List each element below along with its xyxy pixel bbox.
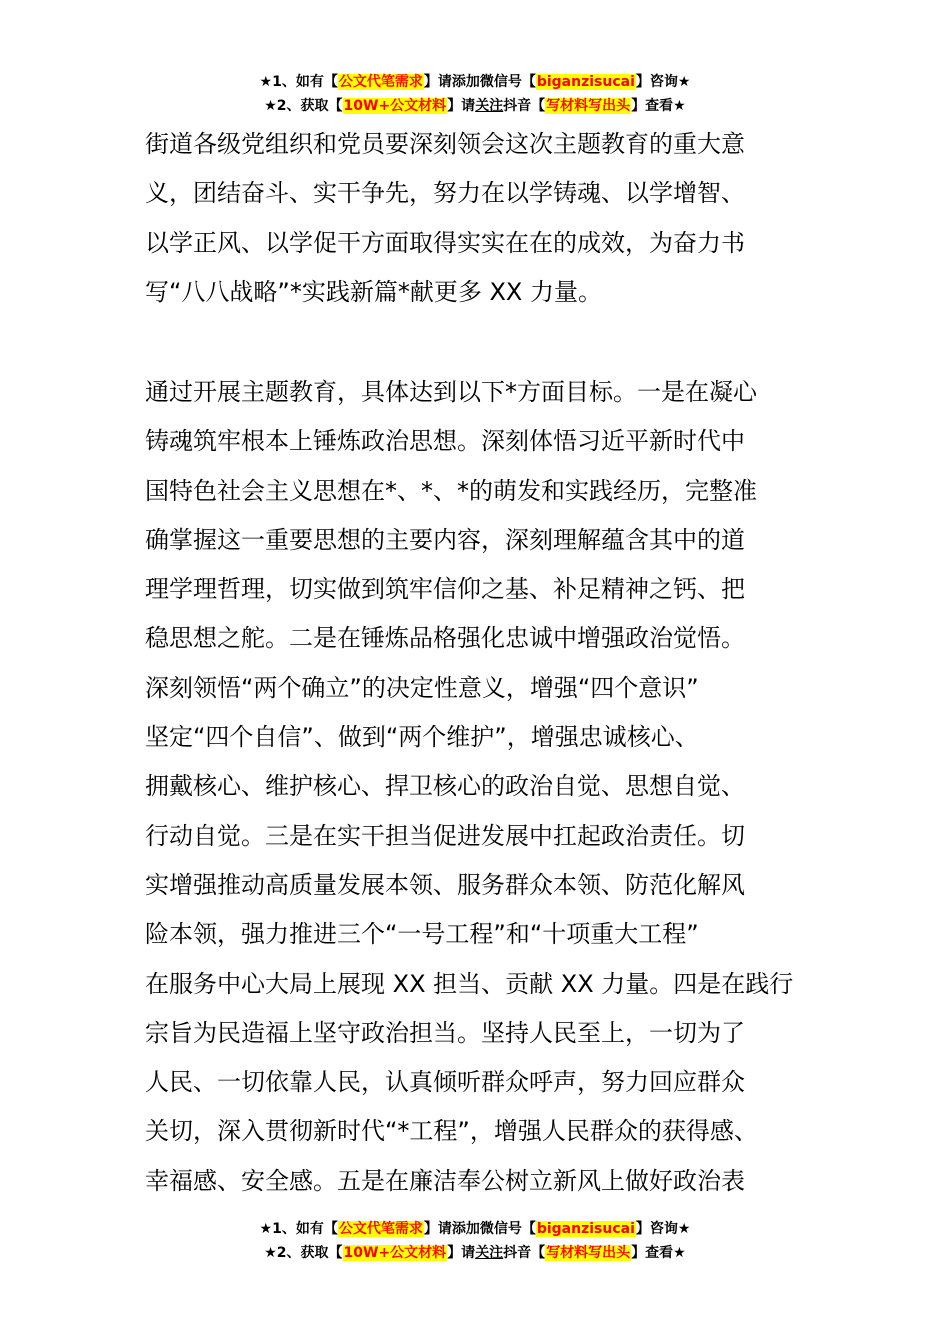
banner-text: 抖音【 — [503, 98, 546, 114]
banner-text: 】请 — [447, 98, 476, 114]
highlight-douyin-account: 写材料写出头 — [546, 1245, 631, 1261]
paragraph-line: 宗旨为民造福上坚守政治担当。坚持人民至上，一切为了 — [145, 1018, 745, 1047]
paragraph-line: 确掌握这一重要思想的主要内容，深刻理解蕴含其中的道 — [145, 525, 745, 554]
paragraph-line: 义，团结奋斗、实干争先，努力在以学铸魂、以学增智、 — [145, 179, 745, 208]
paragraph-line: 人民、一切依靠人民，认真倾听群众呼声，努力回应群众 — [145, 1068, 745, 1097]
banner-text: 】请 — [447, 1245, 476, 1261]
paragraph-line: 理学理哲理，切实做到筑牢信仰之基、补足精神之钙、把 — [145, 575, 745, 604]
banner-text: ★1、如有【 — [259, 1221, 338, 1237]
paragraph-line: 在服务中心大局上展现 XX 担当、贡献 XX 力量。四是在践行 — [145, 969, 794, 998]
banner-text: ★2、获取【 — [264, 1245, 343, 1261]
highlight-service: 公文代笔需求 — [338, 74, 423, 90]
banner-line-2 — [0, 1241, 950, 1265]
highlight-wechat-id: biganzisucai — [536, 74, 635, 90]
paragraph-1 — [145, 120, 815, 317]
header-banner — [0, 70, 950, 118]
paragraph-2 — [145, 368, 815, 1206]
banner-text: 】咨询★ — [635, 1221, 691, 1237]
paragraph-line: 稳思想之舵。二是在锤炼品格强化忠诚中增强政治觉悟。 — [145, 624, 745, 653]
paragraph-line: 国特色社会主义思想在*、*、*的萌发和实践经历，完整准 — [145, 476, 757, 505]
underlined-follow: 关注 — [475, 98, 504, 114]
banner-text: 】咨询★ — [635, 74, 691, 90]
paragraph-line: 以学正风、以学促干方面取得实实在在的成效，为奋力书 — [145, 228, 745, 257]
banner-text: 】查看★ — [631, 98, 686, 114]
paragraph-line: 深刻领悟“两个确立”的决定性意义，增强“四个意识” — [145, 673, 699, 702]
highlight-materials: 10W+公文材料 — [343, 98, 447, 114]
banner-text: ★1、如有【 — [259, 74, 338, 90]
paragraph-line: 街道各级党组织和党员要深刻领会这次主题教育的重大意 — [145, 130, 745, 158]
paragraph-line: 实增强推动高质量发展本领、服务群众本领、防范化解风 — [145, 870, 745, 899]
footer-banner — [0, 1217, 950, 1265]
underlined-follow: 关注 — [475, 1245, 504, 1261]
paragraph-line: 铸魂筑牢根本上锤炼政治思想。深刻体悟习近平新时代中 — [145, 427, 745, 456]
paragraph-line: 关切，深入贯彻新时代“*工程”，增强人民群众的获得感、 — [145, 1117, 758, 1146]
paragraph-line: 行动自觉。三是在实干担当促进发展中扛起政治责任。切 — [145, 821, 745, 850]
highlight-service: 公文代笔需求 — [338, 1221, 423, 1237]
banner-text: ★2、获取【 — [264, 98, 343, 114]
paragraph-line: 拥戴核心、维护核心、捍卫核心的政治自觉、思想自觉、 — [145, 772, 745, 801]
banner-text: 】请添加微信号【 — [423, 74, 536, 90]
banner-line-1 — [0, 70, 950, 94]
paragraph-line: 坚定“四个自信”、做到“两个维护”，增强忠诚核心、 — [145, 723, 699, 752]
banner-text: 抖音【 — [503, 1245, 546, 1261]
banner-text: 】查看★ — [631, 1245, 686, 1261]
paragraph-line: 险本领，强力推进三个“一号工程”和“十项重大工程” — [145, 920, 699, 949]
paragraph-line: 幸福感、安全感。五是在廉洁奉公树立新风上做好政治表 — [145, 1166, 745, 1195]
highlight-wechat-id: biganzisucai — [536, 1221, 635, 1237]
banner-line-1 — [0, 1217, 950, 1241]
highlight-douyin-account: 写材料写出头 — [546, 98, 631, 114]
banner-text: 】请添加微信号【 — [423, 1221, 536, 1237]
paragraph-line: 通过开展主题教育，具体达到以下*方面目标。一是在凝心 — [145, 378, 757, 406]
highlight-materials: 10W+公文材料 — [343, 1245, 447, 1261]
banner-line-2 — [0, 94, 950, 118]
paragraph-line: 写“八八战略”*实践新篇*献更多 XX 力量。 — [145, 277, 603, 306]
